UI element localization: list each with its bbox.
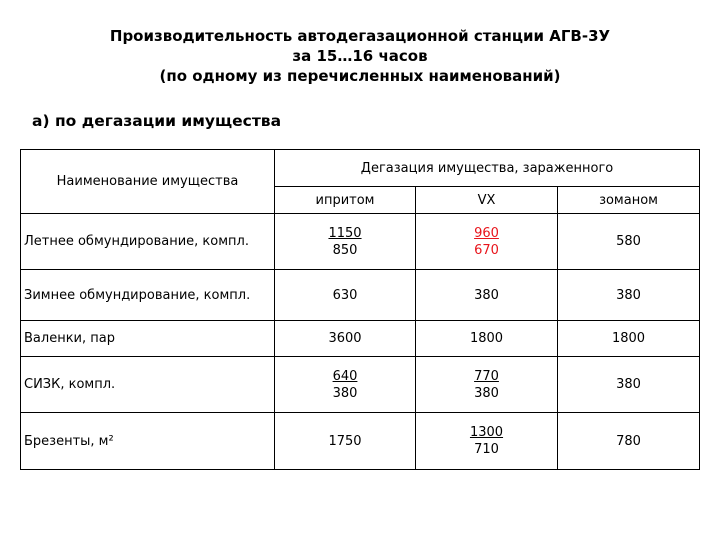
column-group-header: Дегазация имущества, зараженного: [275, 150, 700, 187]
column-header-soman: зоманом: [558, 187, 700, 214]
title-line-3: (по одному из перечисленных наименований): [159, 67, 561, 85]
cell-vx: 380: [416, 270, 558, 321]
cell-vx: 1800: [416, 321, 558, 357]
cell-value-top: 640: [332, 368, 358, 384]
cell-vx: [416, 214, 558, 270]
cell-mustard: [275, 357, 416, 413]
cell-value-bottom: 850: [332, 242, 358, 258]
column-header-vx: VX: [416, 187, 558, 214]
cell-value-bottom: 670: [474, 242, 499, 258]
table-header-row: [21, 150, 700, 187]
cell-value-top: 1150: [328, 225, 362, 241]
cell-value-bottom: 380: [332, 385, 358, 401]
cell-soman: 780: [558, 413, 700, 470]
cell-soman: 380: [558, 270, 700, 321]
title-line-1: Производительность автодегазационной станции АГВ-3У: [109, 27, 611, 45]
table-row: [21, 214, 700, 270]
table-row: [21, 413, 700, 470]
cell-value-top: 1300: [469, 425, 504, 440]
cell-value-bottom: 710: [474, 442, 499, 457]
page-title: [0, 26, 720, 86]
cell-soman: 580: [558, 214, 700, 270]
cell-mustard: 1750: [275, 413, 416, 470]
section-subtitle: а) по дегазации имущества: [32, 112, 282, 130]
decontamination-table: [20, 149, 700, 470]
cell-mustard: 630: [275, 270, 416, 321]
title-line-2: за 15…16 часов: [292, 47, 428, 65]
cell-soman: 380: [558, 357, 700, 413]
row-name: Зимнее обмундирование, компл.: [21, 270, 275, 321]
cell-vx: [416, 357, 558, 413]
table-row: [21, 357, 700, 413]
column-header-name: Наименование имущества: [21, 150, 275, 214]
cell-mustard: [275, 214, 416, 270]
cell-value-bottom: 380: [474, 385, 499, 401]
column-header-mustard: ипритом: [275, 187, 416, 214]
table-row: [21, 321, 700, 357]
row-name: СИЗК, компл.: [21, 357, 275, 413]
cell-value-top: 770: [474, 368, 499, 384]
row-name: Валенки, пар: [21, 321, 275, 357]
cell-value-top: 960: [474, 225, 499, 241]
row-name: Брезенты, м²: [21, 413, 275, 470]
table-row: [21, 270, 700, 321]
row-name: Летнее обмундирование, компл.: [21, 214, 275, 270]
cell-vx: [416, 413, 558, 470]
cell-mustard: 3600: [275, 321, 416, 357]
cell-soman: 1800: [558, 321, 700, 357]
